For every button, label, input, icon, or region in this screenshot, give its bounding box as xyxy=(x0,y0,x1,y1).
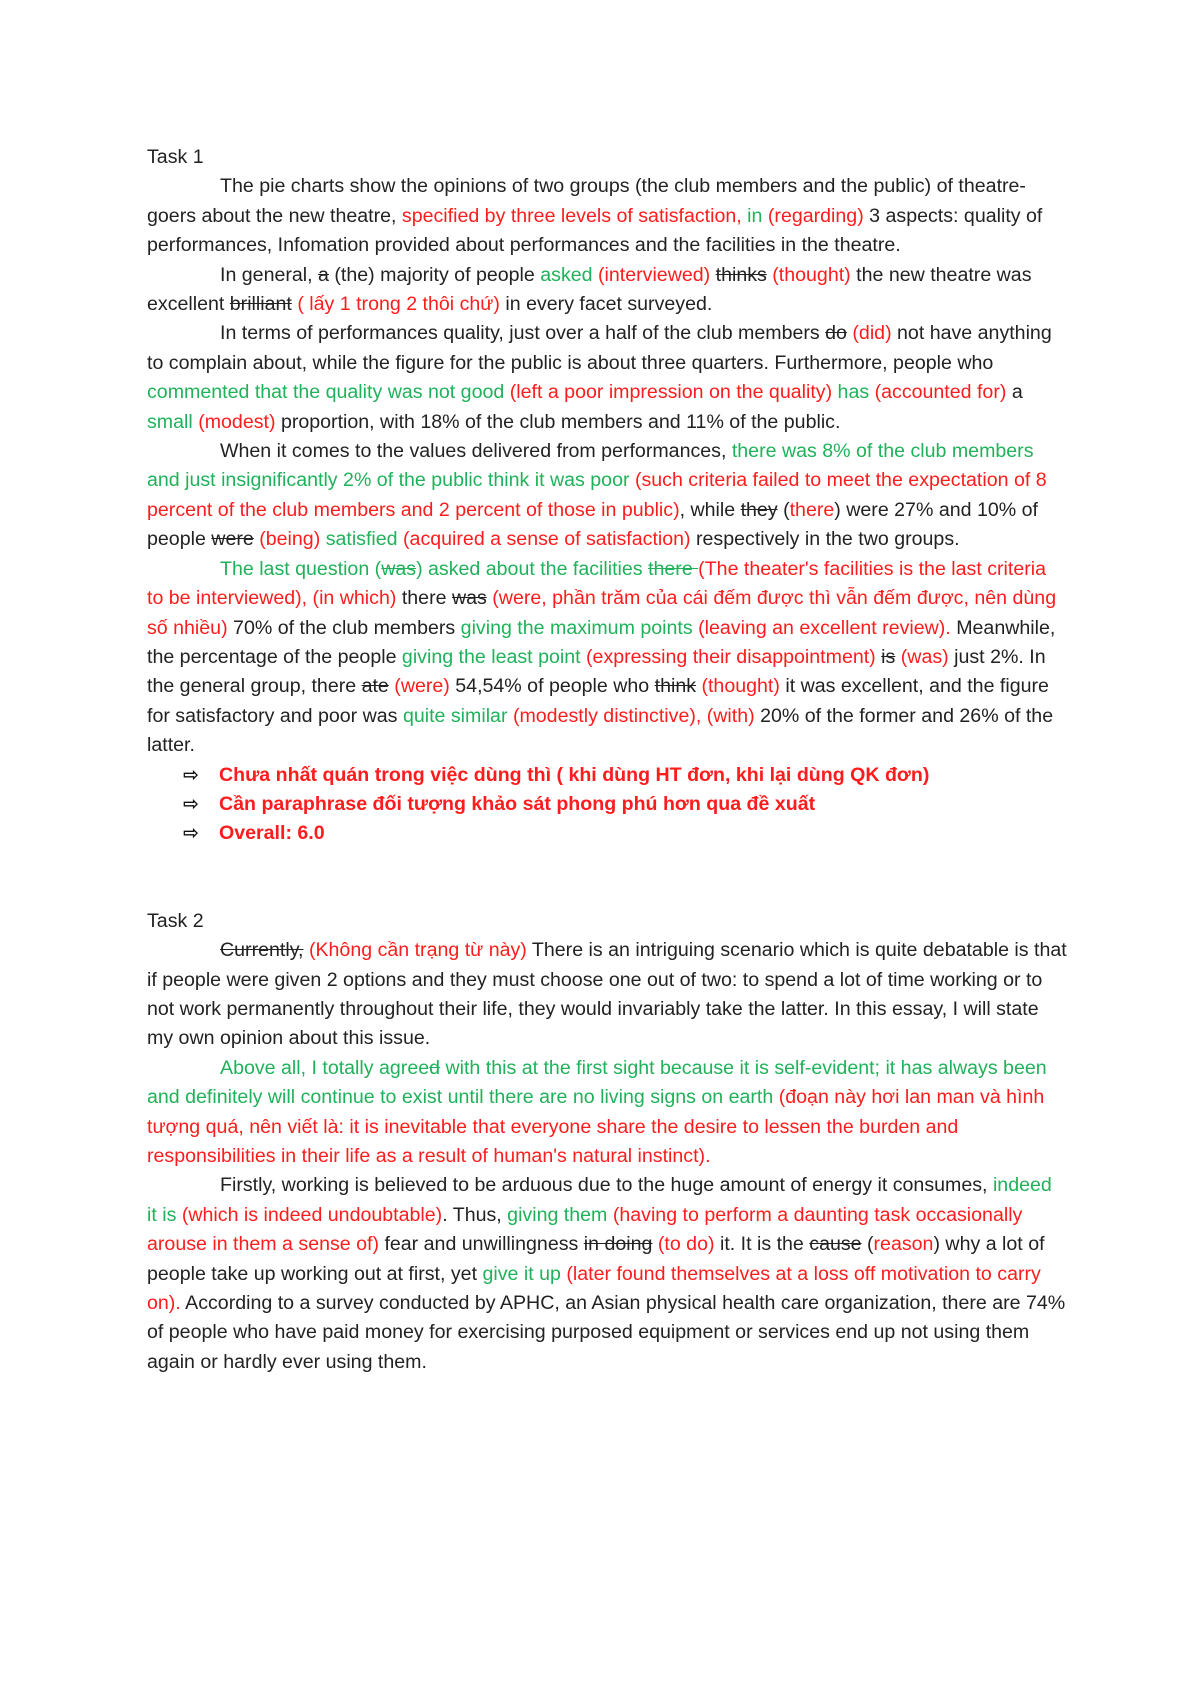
body-text: In terms of performances quality, just over a half of the club members xyxy=(220,322,826,345)
correction-text: (đoạn này hơi lan man và hình tượng quá, nên viết là: it is inevitable that everyone share the desire to lessen the burden and responsibilities in their life as a result of human's natural instinct). xyxy=(147,1086,1045,1167)
highlighted-text: giving them xyxy=(507,1203,608,1226)
feedback-item xyxy=(183,819,1067,848)
body-text: ( xyxy=(861,1233,874,1256)
struck-text: in doing xyxy=(583,1233,653,1256)
struck-text: a xyxy=(318,263,329,286)
correction-text: (expressing their disappointment) xyxy=(586,645,876,668)
struck-text: ate xyxy=(361,675,389,698)
body-text: just 2%. In the general group, there xyxy=(147,645,1046,698)
task1-paragraph-5 xyxy=(147,555,1067,761)
body-text: ) were 27% and 10% of people xyxy=(147,498,1038,551)
body-text: a xyxy=(1006,381,1023,404)
feedback-item xyxy=(183,761,1067,790)
highlighted-text: commented that the quality was not good xyxy=(147,381,505,404)
correction-text: (accounted for) xyxy=(874,381,1007,404)
correction-text: (left a poor impression on the quality) xyxy=(509,381,833,404)
task1-paragraph-4 xyxy=(147,437,1067,555)
struck-text: thinks xyxy=(715,263,767,286)
correction-text: (modest) xyxy=(198,410,276,433)
body-text: ) why a lot of people take up working out at first, yet xyxy=(147,1233,1045,1285)
highlighted-text: indeed it is xyxy=(147,1174,1052,1226)
correction-text: (having to perform a daunting task occasionally arouse in them a sense of) xyxy=(147,1203,1023,1256)
task1-paragraph-1 xyxy=(147,172,1067,260)
correction-text: (Không cần trạng từ này) xyxy=(308,939,527,962)
highlighted-text: give it up xyxy=(482,1262,561,1285)
correction-text: (The theater's facilities is the last criteria to be interviewed), (in which) xyxy=(147,557,1047,610)
body-text: , while xyxy=(679,498,741,521)
body-text: it was excellent, and the figure for satisfactory and poor was xyxy=(147,675,1049,727)
correction-text: reason xyxy=(873,1233,934,1256)
right-arrow-icon: ⇨ xyxy=(183,822,199,845)
body-text: the new theatre was excellent xyxy=(147,263,1032,316)
task1-heading: Task 1 xyxy=(147,146,204,168)
struck-text: was xyxy=(451,587,487,610)
section-spacer xyxy=(147,849,1067,907)
body-text: According to a survey conducted by APHC, an Asian physical health care organization, there are 74% of people who have paid money for exercising purposed equipment or services end up not using them again or hardly ever using them. xyxy=(147,1292,1066,1373)
right-arrow-icon: ⇨ xyxy=(183,763,199,786)
body-text: majority of people xyxy=(374,263,541,286)
highlighted-text: The last question ( xyxy=(220,557,382,580)
highlighted-text: quite similar xyxy=(402,704,508,727)
body-text: 54,54% of people who xyxy=(449,675,655,698)
body-text: There is an intriguing scenario which is quite debatable is that if people were given 2 options and they must choose one out of two: to spend a lot of time working or to not work permanently throughout their life, they would invariably take the latter. In this essay, I will state my own opinion about this issue. xyxy=(147,939,1067,1050)
correction-text: (was) xyxy=(900,645,949,668)
struck-text: there xyxy=(648,557,699,580)
highlighted-text: ) asked about the facilities xyxy=(416,557,649,580)
struck-text: were xyxy=(211,528,254,551)
correction-text: (were, phần trăm của cái đếm được thì vẫn đếm được, nên dùng số nhiều) xyxy=(147,587,1057,639)
highlighted-text: in xyxy=(747,204,763,227)
correction-text: (being) xyxy=(259,528,321,551)
body-text: in every facet surveyed. xyxy=(499,293,713,316)
body-text: respectively in the two groups. xyxy=(690,528,960,551)
struck-text: d xyxy=(429,1056,441,1079)
highlighted-text: there was 8% of the club members and just insignificantly 2% of the public think it was poor xyxy=(147,440,1034,492)
correction-text: (leaving an excellent review). xyxy=(698,616,951,639)
correction-text: there xyxy=(789,498,835,521)
correction-text: (to do) xyxy=(657,1233,715,1256)
body-text: there xyxy=(396,587,452,610)
highlighted-text: with this at the first sight because it is self-evident; it has always been and definitely will continue to exist until there are no living signs on earth xyxy=(147,1056,1047,1109)
body-text: it. It is the xyxy=(714,1233,810,1256)
correction-text: (later found themselves at a loss off motivation to carry on). xyxy=(147,1262,1041,1315)
right-arrow-icon: ⇨ xyxy=(183,792,199,815)
task2-paragraph-2 xyxy=(147,1054,1067,1172)
body-text: fear and unwillingness xyxy=(379,1233,584,1256)
highlighted-text: small xyxy=(147,410,193,433)
struck-text: Currently, xyxy=(220,939,304,962)
struck-text: cause xyxy=(809,1233,862,1256)
correction-text: (thought) xyxy=(772,263,851,286)
feedback-list xyxy=(147,761,1067,849)
body-text: not have anything to complain about, while the figure for the public is about three quarters. Furthermore, people who xyxy=(147,322,1052,374)
correction-text: (were) xyxy=(394,675,450,698)
struck-text: was xyxy=(381,557,417,580)
correction-text: (thought) xyxy=(701,675,780,698)
body-text: (the) xyxy=(334,263,375,286)
body-text: . Thus, xyxy=(442,1203,508,1226)
body-text: When it comes to the values delivered from performances, xyxy=(220,440,732,463)
highlighted-text: Above all, I totally agree xyxy=(220,1056,430,1079)
correction-text: (interviewed) xyxy=(598,263,711,286)
highlighted-text: has xyxy=(837,381,870,404)
overall-score: Overall: 6.0 xyxy=(219,822,325,845)
document-page xyxy=(147,143,1067,1377)
highlighted-text: giving the maximum points xyxy=(460,616,693,639)
highlighted-text: asked xyxy=(540,263,593,286)
struck-text: they xyxy=(740,498,778,521)
correction-text: (such criteria failed to meet the expectation of 8 percent of the club members and 2 percent of those in public) xyxy=(147,469,1047,521)
correction-text: (regarding) xyxy=(767,204,864,227)
correction-text: ( lấy 1 trong 2 thôi chứ) xyxy=(297,293,500,316)
body-text: 3 aspects: quality of performances, Infomation provided about performances and the facilities in the theatre. xyxy=(147,204,1043,257)
highlighted-text: giving the least point xyxy=(401,645,581,668)
struck-text: brilliant xyxy=(229,293,292,316)
feedback-item xyxy=(183,790,1067,819)
struck-text: think xyxy=(654,675,697,698)
struck-text: do xyxy=(825,322,847,345)
correction-text: (which is indeed undoubtable) xyxy=(181,1203,443,1226)
body-text: 20% of the former and 26% of the latter. xyxy=(147,704,1054,757)
task1-paragraph-3 xyxy=(147,319,1067,437)
task1-paragraph-2 xyxy=(147,261,1067,320)
body-text: Firstly, working is believed to be arduous due to the huge amount of energy it consumes, xyxy=(220,1174,993,1197)
body-text: The pie charts show the opinions of two groups (the club members and the public) of theatre-goers about the new theatre, xyxy=(147,175,1026,227)
body-text: ( xyxy=(777,498,790,521)
correction-text: (acquired a sense of satisfaction) xyxy=(403,528,691,551)
correction-text: (modestly distinctive), (with) xyxy=(512,704,755,727)
feedback-text: Chưa nhất quán trong việc dùng thì ( khi dùng HT đơn, khi lại dùng QK đơn) xyxy=(219,763,930,786)
correction-text: (did) xyxy=(852,322,892,345)
task2-paragraph-1 xyxy=(147,936,1067,1054)
body-text: proportion, with 18% of the club members and 11% of the public. xyxy=(275,410,841,433)
feedback-text: Cần paraphrase đối tượng khảo sát phong phú hơn qua đề xuất xyxy=(219,792,816,815)
task2-paragraph-3 xyxy=(147,1171,1067,1377)
task2-heading: Task 2 xyxy=(147,909,204,932)
correction-text: specified by three levels of satisfaction, xyxy=(401,204,742,227)
highlighted-text: satisfied xyxy=(325,528,398,551)
struck-text: is xyxy=(881,645,896,668)
body-text: Meanwhile, the percentage of the people xyxy=(147,616,1056,668)
body-text: 70% of the club members xyxy=(227,616,461,639)
body-text: In general, xyxy=(220,263,319,286)
